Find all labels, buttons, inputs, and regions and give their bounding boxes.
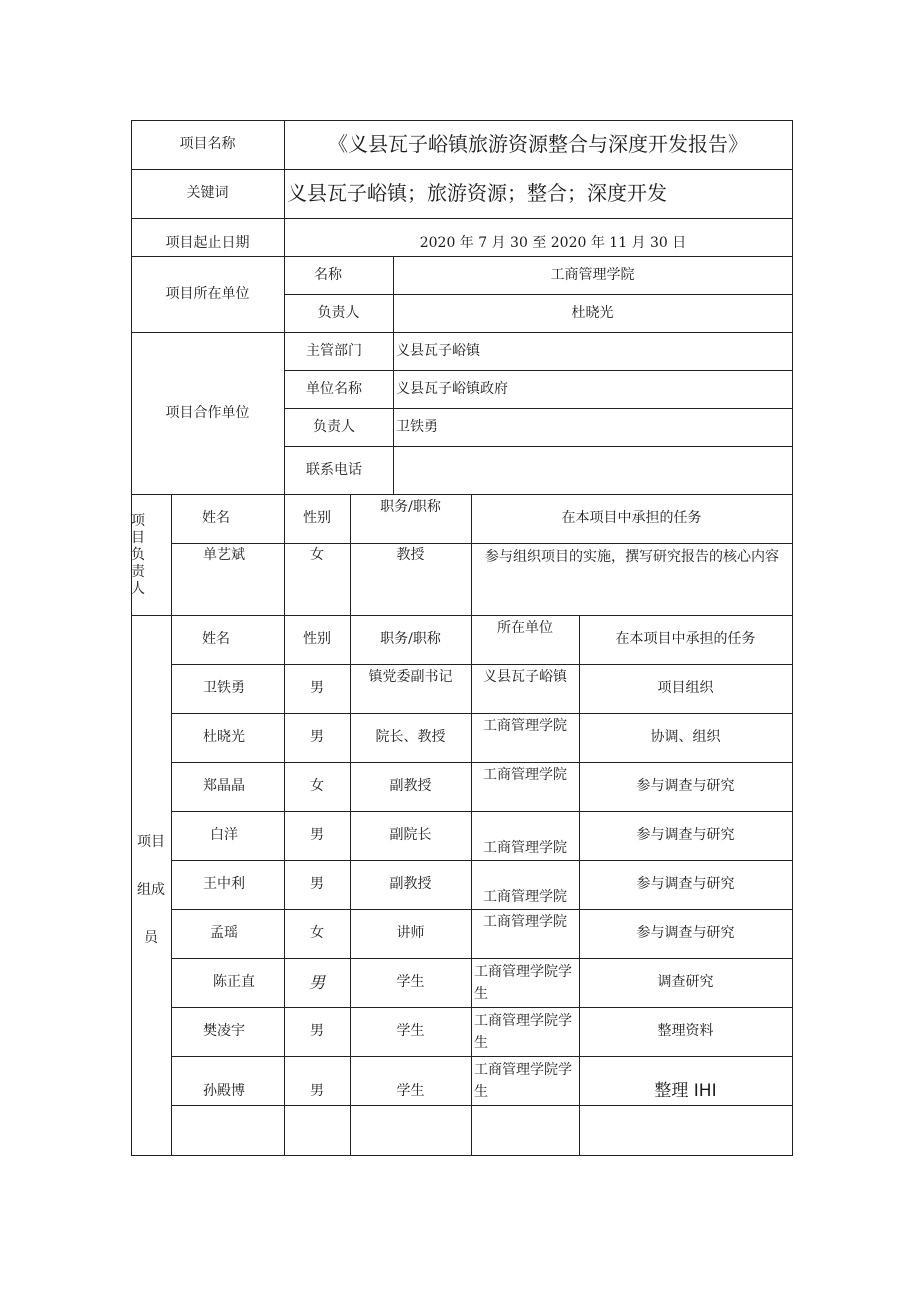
member-gender: 男: [308, 973, 325, 992]
member-task: 调查研究: [657, 974, 714, 990]
member-name: 王中利: [203, 876, 245, 892]
keywords-value: 义县瓦子峪镇；旅游资源；整合；深度开发: [287, 181, 667, 205]
keywords-label: 关键词: [186, 185, 229, 201]
members-header-unit: 所在单位: [497, 620, 553, 636]
member-unit: 工商管理学院学生: [474, 1013, 572, 1051]
member-unit: 工商管理学院: [483, 718, 567, 734]
member-title: 学生: [396, 974, 425, 990]
leader-side-char: 项: [131, 512, 145, 529]
member-unit: 工商管理学院: [483, 840, 567, 856]
member-title: 院长、教授: [375, 729, 446, 745]
member-unit: 工商管理学院学生: [474, 964, 572, 1002]
host-name-value: 工商管理学院: [550, 266, 635, 283]
member-gender: 男: [310, 876, 324, 892]
period-value: 2020 年 7 月 30 至 2020 年 11 月 30 日: [419, 235, 687, 251]
leader-side-char: 人: [131, 580, 145, 597]
members-header-gender: 性别: [303, 631, 331, 647]
members-header-title: 职务/职称: [380, 631, 441, 647]
members-side-line: 员: [144, 930, 158, 946]
leader-side-char: 责: [131, 563, 145, 580]
member-task: 参与调查与研究: [636, 778, 735, 794]
project-name-value: 《义县瓦子峪镇旅游资源整合与深度开发报告》: [328, 132, 748, 156]
member-gender: 女: [310, 778, 324, 794]
member-name: 孟瑶: [210, 925, 238, 941]
leader-header-task: 在本项目中承担的任务: [561, 510, 702, 526]
member-gender: 男: [310, 680, 324, 696]
member-gender: 男: [310, 729, 324, 745]
member-title: 讲师: [396, 925, 425, 941]
partner-unit-name-value: 义县瓦子峪镇政府: [396, 380, 508, 397]
leader-name: 单艺斌: [203, 547, 245, 563]
leader-gender: 女: [310, 547, 324, 563]
member-task: 参与调查与研究: [636, 827, 735, 843]
partner-dept-value: 义县瓦子峪镇: [396, 342, 480, 359]
host-unit-label: 项目所在单位: [165, 285, 250, 302]
member-name: 卫铁勇: [203, 680, 245, 696]
leader-side-char: 目: [131, 529, 145, 546]
member-gender: 男: [310, 1083, 324, 1099]
partner-dept-label: 主管部门: [306, 342, 362, 359]
member-unit: 工商管理学院: [483, 767, 567, 783]
partner-phone-value: [393, 446, 792, 494]
leader-side-label: [131, 497, 159, 613]
period-label: 项目起止日期: [165, 235, 250, 251]
partner-unit-label: 项目合作单位: [165, 404, 250, 421]
leader-side-char: 负: [131, 546, 145, 563]
leader-header-title: 职务/职称: [380, 499, 441, 515]
members-side-line: 项目: [137, 834, 165, 850]
member-title: 学生: [396, 1023, 425, 1039]
member-name: 郑晶晶: [203, 778, 245, 794]
member-title: 副教授: [389, 778, 432, 794]
member-name: 樊凌宇: [203, 1023, 245, 1039]
member-name: 杜晓光: [203, 729, 245, 745]
partner-unit-name-label: 单位名称: [306, 380, 362, 397]
members-side-label: [131, 820, 171, 960]
member-title: 副教授: [389, 876, 432, 892]
member-task: 整理资料: [657, 1023, 714, 1039]
member-title: 学生: [396, 1083, 425, 1099]
member-unit: 义县瓦子峪镇: [483, 669, 567, 685]
project-name-label: 项目名称: [179, 136, 236, 152]
member-title: 副院长: [389, 827, 432, 843]
partner-leader-value: 卫铁勇: [396, 418, 438, 435]
member-unit: 工商管理学院学生: [474, 1062, 572, 1100]
host-name-label: 名称: [314, 266, 342, 283]
leader-header-gender: 性别: [303, 510, 331, 526]
host-leader-label: 负责人: [317, 304, 360, 321]
host-leader-value: 杜晓光: [571, 304, 614, 321]
partner-phone-label: 联系电话: [306, 461, 362, 478]
leader-task: 参与组织项目的实施，撰写研究报告的核心内容: [485, 549, 779, 565]
member-task: 参与调查与研究: [636, 925, 735, 941]
member-gender: 男: [310, 1023, 324, 1039]
partner-leader-label: 负责人: [313, 418, 355, 435]
member-task: 项目组织: [657, 680, 714, 696]
member-gender: 男: [310, 827, 324, 843]
member-name: 孙殿博: [203, 1083, 245, 1099]
member-unit: 工商管理学院: [483, 889, 567, 905]
leader-title: 教授: [396, 547, 425, 563]
member-unit: 工商管理学院: [483, 914, 567, 930]
member-task: 整理 IHI: [654, 1081, 717, 1101]
member-gender: 女: [310, 925, 324, 941]
member-name: 白洋: [210, 827, 238, 843]
member-name: 陈正直: [213, 974, 255, 990]
members-header-name: 姓名: [202, 631, 230, 647]
member-task: 协调、组织: [650, 729, 721, 745]
members-side-line: 组成: [137, 882, 165, 898]
leader-header-name: 姓名: [202, 510, 230, 526]
member-task: 参与调查与研究: [636, 876, 735, 892]
members-header-task: 在本项目中承担的任务: [615, 631, 756, 647]
member-title: 镇党委副书记: [368, 669, 453, 685]
